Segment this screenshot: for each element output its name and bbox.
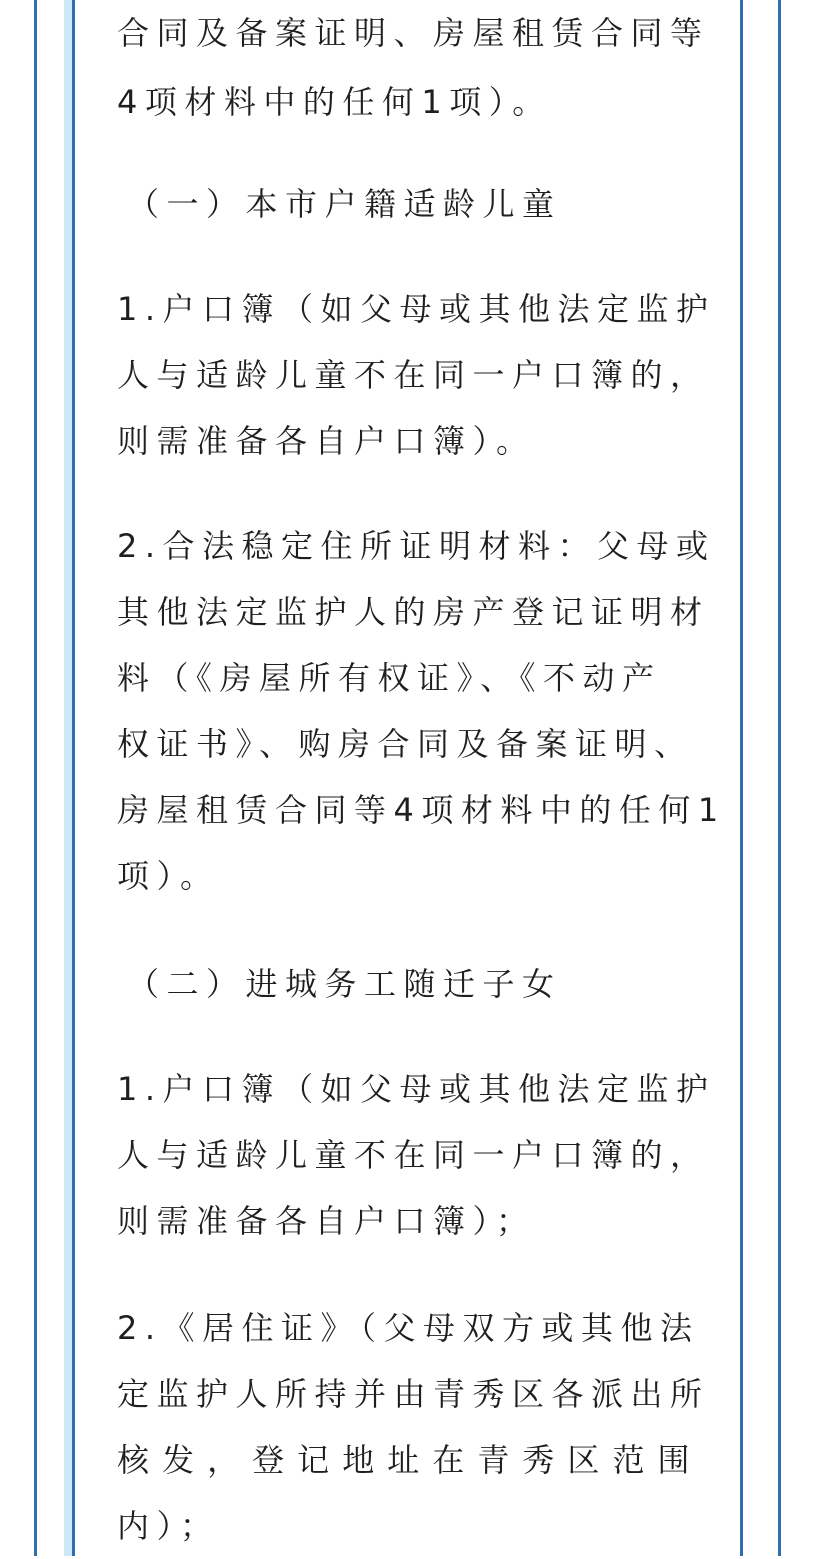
text-line: 内）； — [117, 1507, 220, 1545]
text-line: 核发，登记地址在青秀区范围 — [117, 1441, 697, 1479]
text-line: 4项材料中的任何1项）。 — [117, 83, 552, 121]
text-line: 合同及备案证明、房屋租赁合同等 — [117, 14, 710, 52]
text-line: 料（《房屋所有权证》、《不动产 — [117, 659, 662, 697]
frame-outer-right-border — [778, 0, 781, 1556]
text-line: 项）。 — [117, 857, 220, 895]
text-line: 2.《居住证》（父母双方或其他法 — [117, 1309, 700, 1347]
text-line: 2.合法稳定住所证明材料：父母或 — [117, 527, 716, 565]
text-line: 则需准备各自户口簿）； — [117, 1202, 536, 1240]
text-line: 人与适龄儿童不在同一户口簿的， — [117, 1136, 710, 1174]
frame-outer-left-border — [34, 0, 37, 1556]
text-line: 人与适龄儿童不在同一户口簿的， — [117, 356, 710, 394]
frame-inner-left-border — [72, 0, 75, 1556]
text-line: 权证书》、购房合同及备案证明、 — [117, 725, 694, 763]
section-heading: （一）本市户籍适龄儿童 — [127, 185, 562, 223]
text-line: 则需准备各自户口簿）。 — [117, 422, 536, 460]
text-line: 定监护人所持并由青秀区各派出所 — [117, 1375, 710, 1413]
text-line: 其他法定监护人的房产登记证明材 — [117, 593, 710, 631]
text-line: 1.户口簿（如父母或其他法定监护 — [117, 290, 716, 328]
section-heading: （二）进城务工随迁子女 — [127, 965, 562, 1003]
text-line: 房屋租赁合同等4项材料中的任何1 — [117, 791, 726, 829]
text-line: 1.户口簿（如父母或其他法定监护 — [117, 1070, 716, 1108]
frame-inner-right-border — [740, 0, 743, 1556]
